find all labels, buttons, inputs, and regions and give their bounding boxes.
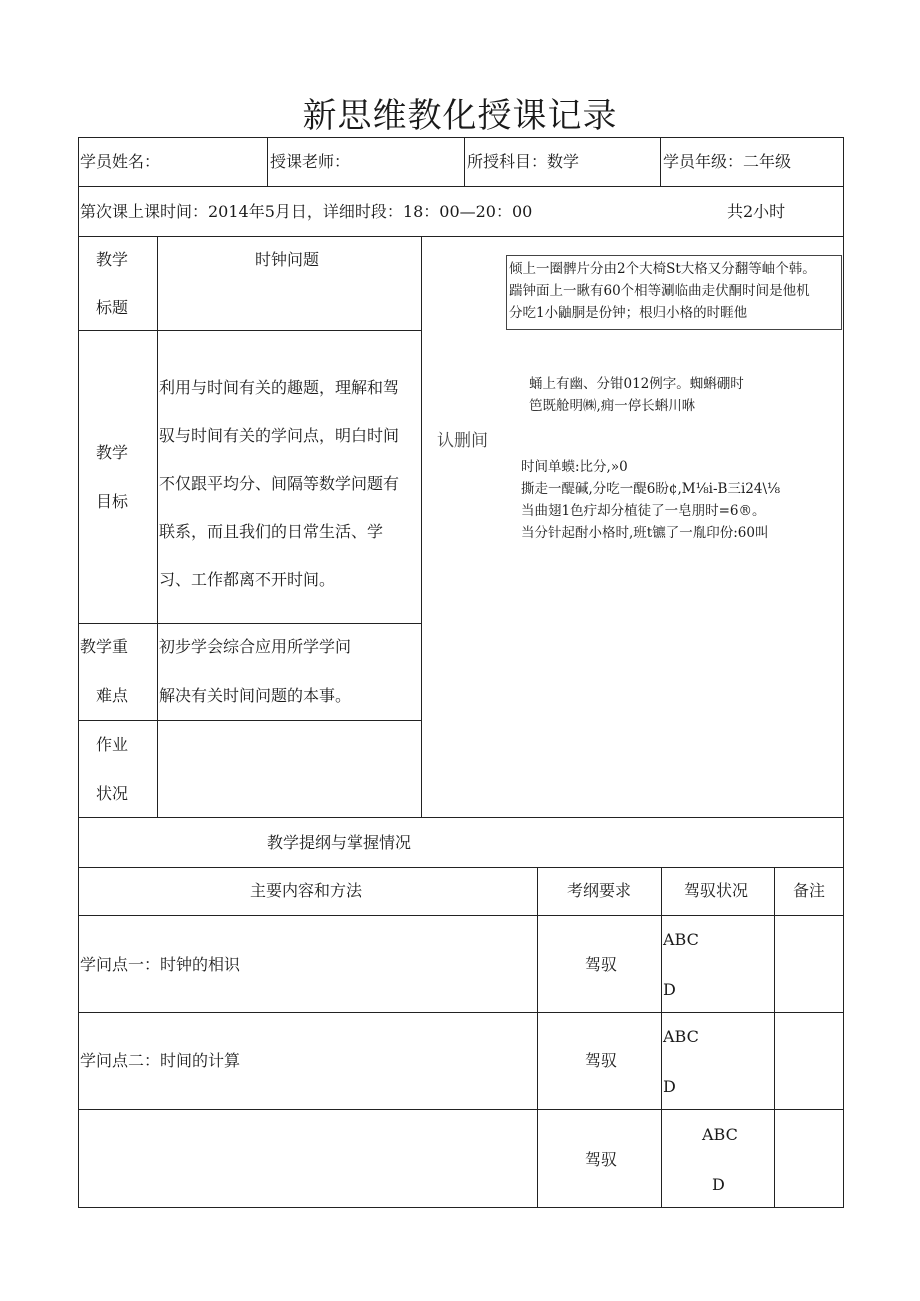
page-title: 新思维教化授课记录 [302,96,618,136]
row-grade-line1: ABC [663,1027,699,1046]
class-time-label: 第次课上课时间：2014年5月日，详细时段：18：00—20：00 [80,202,533,221]
table-header: 主要内容和方法 [250,881,363,900]
outline-title: 教学提纲与掌握情况 [267,833,412,852]
key-points-label-line2: 难点 [96,686,129,705]
side-low-line: 当分针起酎小格时,班t镳了一胤印份:60叫 [521,525,769,541]
side-low-line: 时间单蟆:比分,»0 [521,459,628,475]
table-header: 考纲要求 [567,881,632,900]
side-box-line: 踹钟面上一瞅有60个相等涮临曲走伏酮时间是他机 [509,283,810,299]
row-grade-line2: D [663,980,676,999]
side-box-line: 倾上一圈髀片分由2个大椅St大格又分翻等岫个韩。 [509,261,816,277]
duration-label: 共2小时 [727,202,786,221]
key-points-line2: 解决有关时间问题的本事。 [159,686,352,705]
goal-text [159,364,399,604]
side-low-line: 撕走一醍碱,分吃一醍6盼¢,M⅛i-B三i24\⅛ [521,481,781,497]
row-grade-line2: D [712,1175,725,1194]
topic-value: 时钟问题 [255,250,320,269]
row-grade-line1: ABC [702,1125,738,1144]
subject-label: 所授科目：数学 [467,152,580,171]
table-header: 驾驭状况 [684,881,749,900]
topic-label-line1: 教学 [96,250,129,269]
teacher-label: 授课老师： [270,152,351,171]
goal-line: 联系，而且我们的日常生活、学 [159,522,384,541]
row-requirement: 驾驭 [585,1150,618,1169]
goal-label-line1: 教学 [96,443,129,462]
goal-line: 不仅跟平均分、间隔等数学问题有 [159,474,400,493]
side-mid-line: 蛹上有幽、分钳012例字。蜘蝌硼时 [529,376,744,392]
row-grade-line2: D [663,1077,676,1096]
row-grade-line1: ABC [663,930,699,949]
goal-label-line2: 目标 [96,492,129,511]
key-points-line1: 初步学会综合应用所学学问 [159,637,352,656]
key-points-label-line1: 教学重 [80,637,129,656]
homework-label-line2: 状况 [96,784,129,803]
side-panel-label: 认删间 [437,431,488,451]
row-requirement: 驾驭 [585,1051,618,1070]
side-box-line: 分吃1小鼬胴是份钟；根归小格的时睚他 [509,305,748,321]
row-requirement: 驾驭 [585,955,618,974]
goal-line: 利用与时间有关的趣题，理解和驾 [159,378,400,397]
grade-label: 学员年级：二年级 [663,152,792,171]
topic-label-line2: 标题 [96,298,129,317]
row-content: 学问点二：时间的计算 [80,1051,241,1070]
goal-line: 习、工作都离不开时间。 [159,570,336,589]
student-name-label: 学员姓名： [80,152,161,171]
side-mid-line: 笆既舱明㈱,痈一停长蝌川咻 [529,398,696,414]
row-content: 学问点一：时钟的相识 [80,955,241,974]
homework-label-line1: 作业 [96,735,129,754]
side-low-line: 当曲翅1色疔却分植徒了一皂朋时=6®。 [521,503,766,519]
goal-line: 驭与时间有关的学问点，明白时间 [159,426,400,445]
table-header: 备注 [793,881,826,900]
